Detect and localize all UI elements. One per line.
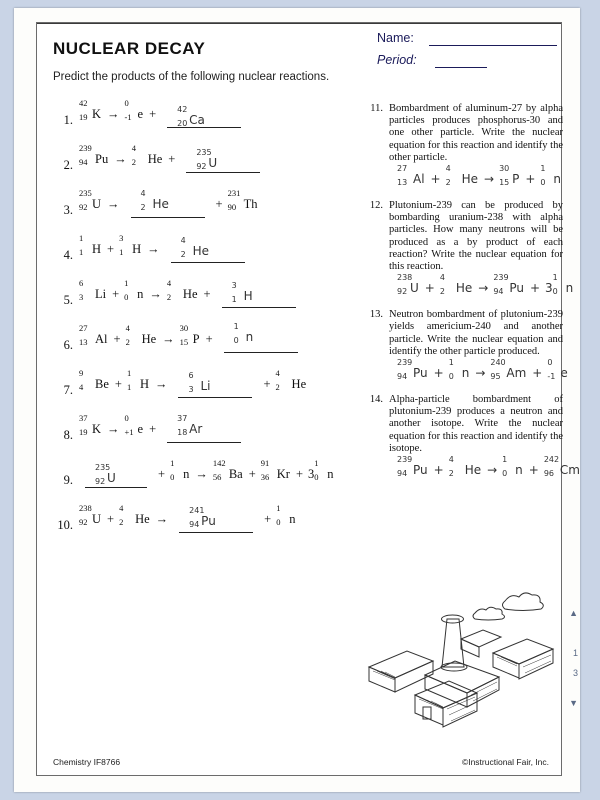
answer-blank-line[interactable]	[179, 532, 253, 533]
edge-mark-3: 3	[572, 668, 578, 678]
handwritten-answer: 235 92 U	[95, 463, 116, 486]
problem-number: 9.	[63, 473, 73, 487]
instruction-text: Predict the products of the following nuclear reactions.	[53, 71, 330, 83]
left-problem-7	[51, 368, 351, 405]
answer-blank-line[interactable]	[85, 487, 147, 488]
handwritten-answer: 4 2 He	[180, 236, 210, 259]
problem-equation: 239 94 Pu → 4 2 He +	[79, 143, 176, 167]
left-problem-8	[51, 413, 351, 450]
problem-equation: 238 92 U + 4 2 He →	[79, 503, 169, 527]
header-rule	[37, 23, 561, 24]
problem-number: 13.	[369, 309, 383, 321]
problem-equation: 1 1 H + 3 1 H →	[79, 233, 160, 257]
left-problem-3	[51, 188, 351, 225]
problem-text: Plutonium-239 can be produced by bombarding uranium-238 with alpha particles. How many neutrons will be produced as a by product of each reaction? Write the nuclear equation for this reaction.	[389, 200, 563, 273]
period-label: Period:	[377, 53, 417, 67]
problem-equation-tail: + 1 0 n	[264, 503, 296, 527]
worksheet-sheet	[36, 22, 580, 776]
problem-number: 5.	[63, 293, 73, 307]
edge-mark-1: 1	[572, 648, 578, 658]
answer-blank-line[interactable]	[222, 307, 296, 308]
right-problem-column	[367, 103, 580, 491]
period-blank-line[interactable]	[435, 67, 487, 68]
problem-equation: 235 92 U →	[79, 188, 120, 212]
handwritten-answer: 37 18 Ar	[177, 414, 203, 437]
problem-number: 4.	[63, 248, 73, 262]
answer-blank-line[interactable]	[131, 217, 205, 218]
handwritten-answer: 3 1 H	[231, 281, 253, 304]
problem-text: Neutron bombardment of plutonium-239 yields americium-240 and another particle. Write the nuclear equation and identify the other particle produced.	[389, 309, 563, 357]
problem-equation: 37 19 K → 0 +1 e +	[79, 413, 157, 437]
handwritten-answer: 241 94 Pu	[189, 506, 216, 529]
problem-number: 11.	[370, 103, 383, 114]
handwritten-answer: 235 92 U	[196, 148, 218, 171]
answer-blank-line[interactable]	[171, 262, 245, 263]
problem-number: 1.	[63, 113, 73, 127]
handwritten-work: 238 92 U + 4 2 He → 239 94 Pu + 3 1 0 n	[397, 273, 574, 297]
problem-number: 2.	[63, 158, 73, 172]
name-field-row[interactable]	[377, 31, 557, 53]
right-problem-11	[367, 103, 563, 192]
problem-equation-tail: + 231 90 Th	[215, 188, 258, 212]
name-blank-line[interactable]	[429, 45, 557, 46]
left-problem-10	[51, 503, 351, 540]
right-problem-14	[367, 394, 580, 483]
left-problem-1	[51, 98, 351, 135]
problem-number: 7.	[63, 383, 73, 397]
handwritten-work: 27 13 Al + 4 2 He → 30 15 P + 1 0 n	[397, 164, 561, 188]
problem-equation: 42 19 K → 0 -1 e +	[79, 98, 157, 122]
handwritten-answer: 6 3 Li	[188, 371, 211, 394]
student-info-block	[377, 31, 557, 75]
worksheet-page	[14, 8, 580, 792]
problem-equation: 27 13 Al + 4 2 He → 30 15 P +	[79, 323, 213, 347]
handwritten-answer: 1 0 n	[233, 322, 254, 345]
problem-number: 6.	[63, 338, 73, 352]
problem-number: 10.	[57, 518, 73, 532]
answer-blank-line[interactable]	[186, 172, 260, 173]
name-label: Name:	[377, 31, 414, 45]
right-problem-12	[367, 200, 574, 301]
left-problem-column	[51, 98, 351, 551]
edge-mark-down[interactable]: ▼	[569, 698, 578, 708]
handwritten-answer: 4 2 He	[140, 189, 169, 212]
handwritten-answer: 42 20 Ca	[177, 105, 205, 128]
answer-blank-line[interactable]	[167, 442, 241, 443]
problem-number: 12.	[369, 200, 383, 212]
footer-left: Chemistry IF8766	[53, 757, 121, 767]
right-problem-13	[367, 309, 568, 386]
left-problem-6	[51, 322, 351, 360]
answer-blank-line[interactable]	[224, 352, 298, 353]
footer-right: ©Instructional Fair, Inc.	[461, 757, 549, 767]
left-problem-4	[51, 233, 351, 270]
nuclear-power-plant-drawing	[355, 583, 570, 733]
problem-equation-tail: + 4 2 He	[263, 368, 307, 392]
answer-blank-line[interactable]	[178, 397, 252, 398]
edge-mark-up[interactable]: ▲	[569, 608, 578, 618]
left-problem-9	[51, 458, 351, 495]
left-problem-2	[51, 143, 351, 180]
handwritten-work: 239 94 Pu + 4 2 He → 1 0 n + 242 96 Cm	[397, 455, 580, 479]
left-problem-5	[51, 278, 351, 315]
problem-equation: 9 4 Be + 1 1 H →	[79, 368, 168, 392]
problem-text: Bombardment of aluminum-27 by alpha particles produces phosphorus-30 and one other particle. Write the nuclear equation for this reaction and identify the other particle.	[389, 103, 563, 163]
problem-number: 14.	[369, 394, 383, 406]
problem-text: Alpha-particle bombardment of plutonium-239 produces a neutron and another isotope. Write the nuclear equation for this reaction and identify the isotope.	[389, 394, 563, 454]
problem-equation: 6 3 Li + 1 0 n → 4 2 He +	[79, 278, 211, 302]
period-field-row[interactable]	[377, 53, 557, 75]
problem-number: 3.	[63, 203, 73, 217]
page-title: NUCLEAR DECAY	[53, 39, 206, 58]
handwritten-work: 239 94 Pu + 1 0 n → 240 95 Am + 0 -1 e	[397, 358, 568, 382]
problem-equation-tail: + 1 0 n → 142 56 Ba + 91 36 Kr + 3 1 0 n	[158, 458, 334, 482]
problem-number: 8.	[63, 428, 73, 442]
